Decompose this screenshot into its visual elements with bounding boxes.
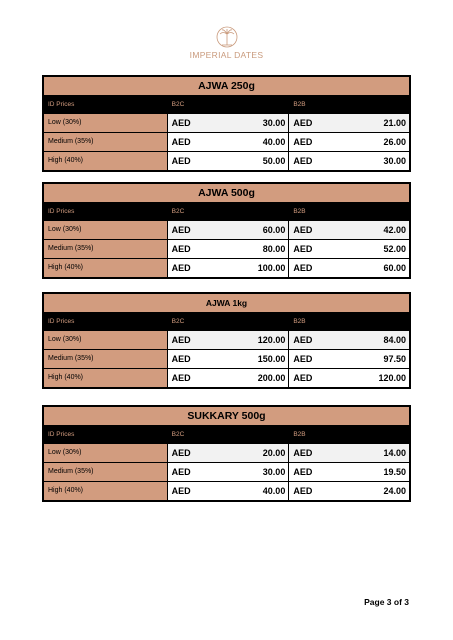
row-label: Low (30%) [44,221,167,239]
currency-label: AED [293,373,313,383]
price-table-ajwa-250g [42,75,411,172]
row-label: Low (30%) [44,444,167,462]
table-row [44,240,409,258]
column-header-id-prices: ID Prices [44,314,167,330]
column-header-b2c: B2C [168,204,289,220]
table-row [44,331,409,349]
price-value: 40.00 [262,137,286,147]
table-title: AJWA 250g [44,77,409,95]
price-table-sukkary-500g [42,405,411,502]
b2c-price-cell [168,369,289,387]
price-value: 120.00 [378,373,406,383]
b2c-price-cell [168,350,289,368]
price-value: 19.50 [383,467,406,477]
b2b-price-cell [289,331,409,349]
table-row [44,463,409,481]
currency-label: AED [293,118,313,128]
table-title: AJWA 1kg [44,294,409,312]
price-value: 84.00 [383,335,406,345]
b2c-price-cell [168,259,289,277]
row-label: Low (30%) [44,331,167,349]
column-header-id-prices: ID Prices [44,97,167,113]
table-row [44,369,409,387]
price-value: 42.00 [383,225,406,235]
price-value: 97.50 [383,354,406,364]
b2b-price-cell [289,133,409,151]
price-value: 80.00 [262,244,286,254]
currency-label: AED [293,467,313,477]
column-header-b2c: B2C [168,97,289,113]
column-header-id-prices: ID Prices [44,204,167,220]
currency-label: AED [293,156,313,166]
table-header-row [44,97,409,113]
price-value: 100.00 [257,263,286,273]
row-label: Medium (35%) [44,350,167,368]
price-value: 20.00 [262,448,286,458]
price-value: 60.00 [383,263,406,273]
row-label: Low (30%) [44,114,167,132]
table-header-row [44,204,409,220]
b2b-price-cell [289,221,409,239]
price-value: 200.00 [257,373,286,383]
b2b-price-cell [289,350,409,368]
b2b-price-cell [289,114,409,132]
currency-label: AED [293,137,313,147]
currency-label: AED [171,354,191,364]
b2b-price-cell [289,463,409,481]
currency-label: AED [293,244,313,254]
column-header-id-prices: ID Prices [44,427,167,443]
price-value: 30.00 [383,156,406,166]
price-value: 60.00 [262,225,286,235]
table-row [44,133,409,151]
price-value: 50.00 [262,156,286,166]
currency-label: AED [293,225,313,235]
column-header-b2c: B2C [168,427,289,443]
palm-tree-logo-icon [216,26,238,48]
table-header-row [44,314,409,330]
row-label: High (40%) [44,482,167,500]
price-value: 14.00 [383,448,406,458]
b2b-price-cell [289,369,409,387]
b2b-price-cell [289,240,409,258]
price-table-ajwa-500g [42,182,411,279]
currency-label: AED [293,263,313,273]
column-header-b2b: B2B [289,427,409,443]
currency-label: AED [171,225,191,235]
b2c-price-cell [168,240,289,258]
b2b-price-cell [289,444,409,462]
row-label: Medium (35%) [44,240,167,258]
table-row [44,444,409,462]
row-label: Medium (35%) [44,463,167,481]
currency-label: AED [171,263,191,273]
column-header-b2b: B2B [289,97,409,113]
b2c-price-cell [168,482,289,500]
table-row [44,152,409,170]
brand-logo [0,26,453,60]
table-row [44,221,409,239]
currency-label: AED [171,335,191,345]
b2b-price-cell [289,259,409,277]
price-value: 30.00 [262,118,286,128]
b2c-price-cell [168,114,289,132]
price-value: 120.00 [257,335,286,345]
row-label: High (40%) [44,152,167,170]
brand-name: IMPERIAL DATES [189,50,264,60]
price-value: 52.00 [383,244,406,254]
table-row [44,482,409,500]
currency-label: AED [293,486,313,496]
row-label: High (40%) [44,369,167,387]
currency-label: AED [171,373,191,383]
price-value: 40.00 [262,486,286,496]
currency-label: AED [171,244,191,254]
price-value: 150.00 [257,354,286,364]
table-row [44,350,409,368]
table-row [44,259,409,277]
currency-label: AED [171,137,191,147]
b2c-price-cell [168,463,289,481]
currency-label: AED [171,467,191,477]
price-table-ajwa-1kg [42,292,411,389]
b2c-price-cell [168,152,289,170]
currency-label: AED [171,486,191,496]
column-header-b2c: B2C [168,314,289,330]
b2c-price-cell [168,444,289,462]
currency-label: AED [171,156,191,166]
currency-label: AED [293,354,313,364]
price-value: 30.00 [262,467,286,477]
b2c-price-cell [168,331,289,349]
currency-label: AED [293,448,313,458]
price-value: 26.00 [383,137,406,147]
currency-label: AED [171,448,191,458]
b2c-price-cell [168,221,289,239]
b2b-price-cell [289,482,409,500]
table-row [44,114,409,132]
price-value: 21.00 [383,118,406,128]
column-header-b2b: B2B [289,204,409,220]
column-header-b2b: B2B [289,314,409,330]
table-header-row [44,427,409,443]
price-value: 24.00 [383,486,406,496]
row-label: High (40%) [44,259,167,277]
table-title: AJWA 500g [44,184,409,202]
currency-label: AED [171,118,191,128]
page-number: Page 3 of 3 [364,597,409,607]
currency-label: AED [293,335,313,345]
b2b-price-cell [289,152,409,170]
row-label: Medium (35%) [44,133,167,151]
b2c-price-cell [168,133,289,151]
table-title: SUKKARY 500g [44,407,409,425]
